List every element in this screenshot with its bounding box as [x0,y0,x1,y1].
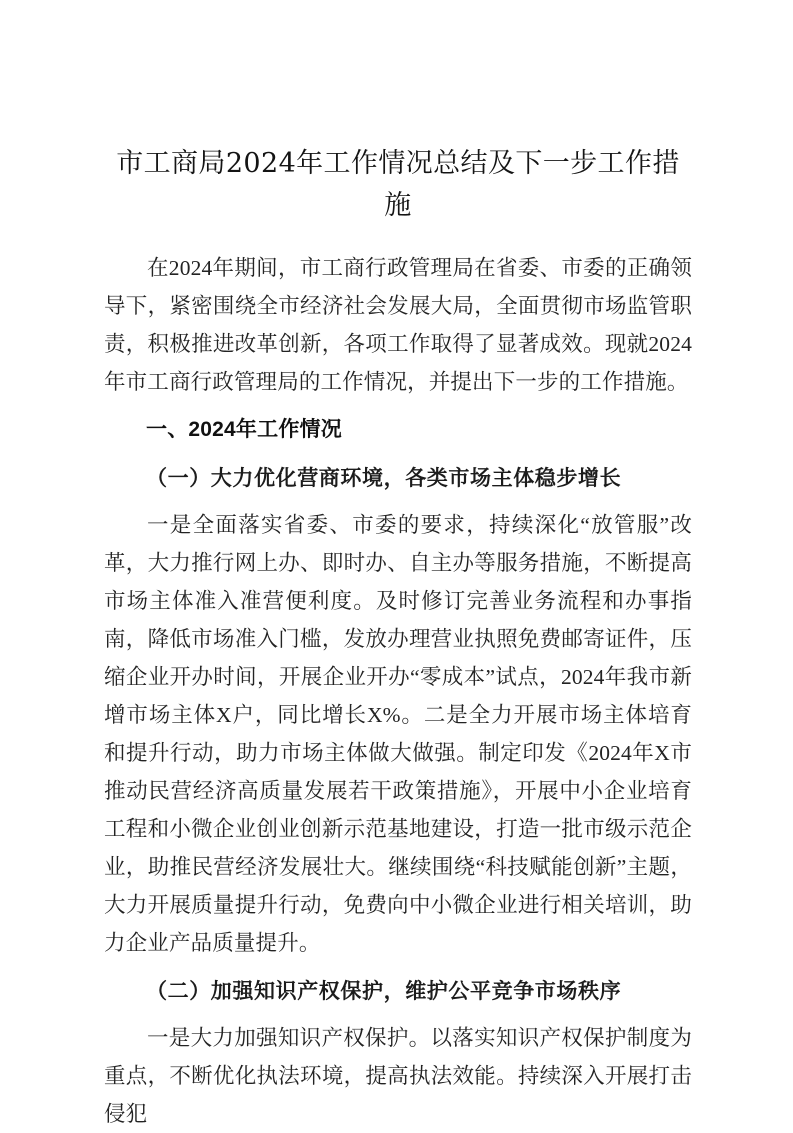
paragraph-section-2-body: 一是大力加强知识产权保护。以落实知识产权保护制度为重点，不断优化执法环境，提高执法效能。持续深入开展打击侵犯 [104,1026,692,1126]
paragraph-intro: 在2024年期间，市工商行政管理局在省委、市委的正确领导下，紧密围绕全市经济社会发展大局，全面贯彻市场监管职责，积极推进改革创新，各项工作取得了显著成效。现就2024年市工商行政管理局的工作情况，并提出下一步的工作措施。 [104,256,692,394]
subsection-heading-1: （一）大力优化营商环境，各类市场主体稳步增长 [146,466,622,490]
section-heading-1: 一、2024年工作情况 [146,418,342,441]
paragraph-section-1-body: 一是全面落实省委、市委的要求，持续深化“放管服”改革，大力推行网上办、即时办、自主办等服务措施，不断提高市场主体准入准营便利度。及时修订完善业务流程和办事指南，降低市场准入门槛，发放办理营业执照免费邮寄证件，压缩企业开办时间，开展企业开办“零成本”试点，2024年我市新增市场主体X户，同比增长X%。二是全力开展市场主体培育和提升行动，助力市场主体做大做强。制定印发《2024年X市推动民营经济高质量发展若干政策措施》，开展中小企业培育工程和小微企业创业创新示范基地建设，打造一批市级示范企业，助推民营经济发展壮大。继续围绕“科技赋能创新”主题，大力开展质量提升行动，免费向中小微企业进行相关培训，助力企业产品质量提升。 [104,513,692,955]
subsection-heading-2: （二）加强知识产权保护，维护公平竞争市场秩序 [146,979,622,1003]
document-content [104,0,692,1133]
page-title: 市工商局2024年工作情况总结及下一步工作措施 [116,148,680,221]
